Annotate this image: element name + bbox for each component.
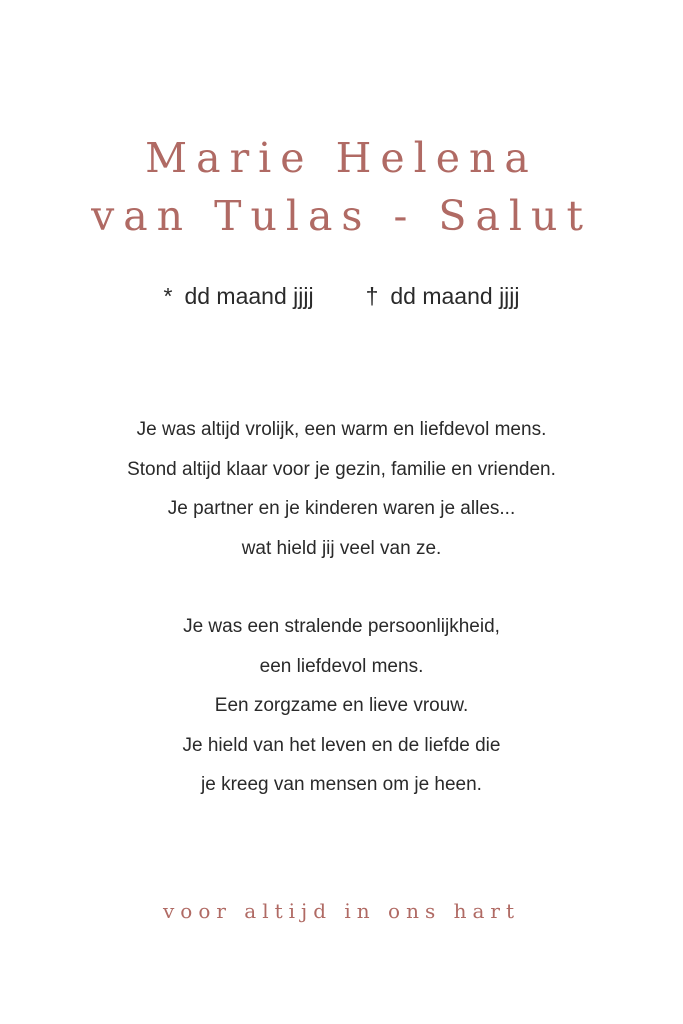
poem-line: je kreeg van mensen om je heen. [201, 774, 482, 795]
poem-line: Een zorgzame en lieve vrouw. [214, 695, 469, 716]
death-date: dd maand jjjj [390, 283, 520, 309]
poem-line: Je partner en je kinderen waren je alles... [167, 498, 516, 519]
closing-phrase: voor altijd in ons hart [163, 899, 520, 923]
birth-date: dd maand jjjj [184, 283, 314, 309]
poem-line: wat hield jij veel van ze. [241, 537, 442, 559]
poem-line: Je hield van het leven en de liefde die [182, 734, 501, 756]
life-dates [0, 283, 683, 310]
name-line-1: Marie Helena [145, 134, 538, 182]
poem-line: Je was een stralende persoonlijkheid, [183, 616, 500, 637]
poem-line: een liefdevol mens. [259, 655, 424, 677]
death-cross-icon: † [365, 283, 379, 309]
name-line-2: van Tulas - Salut [91, 192, 592, 240]
birth-star-icon: * [163, 283, 173, 309]
poem-stanza-2 [0, 607, 683, 805]
poem-line: Je was altijd vrolijk, een warm en liefdevol mens. [136, 419, 547, 440]
poem-line: Stond altijd klaar voor je gezin, familie en vrienden. [127, 458, 556, 480]
poem-stanza-1 [0, 410, 683, 568]
